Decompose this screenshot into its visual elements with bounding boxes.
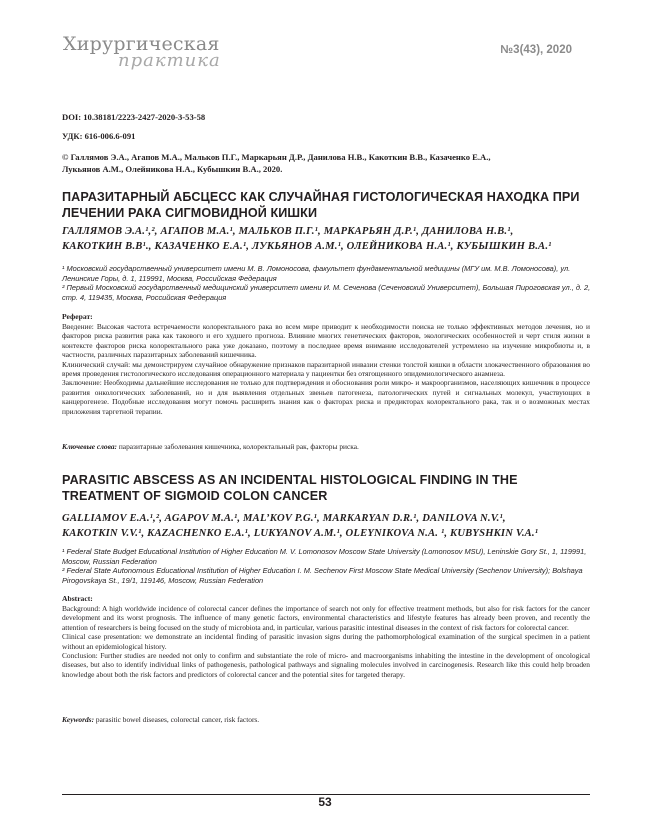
en-affiliation-1: ¹ Federal State Budget Educational Institution of Higher Education M. V. Lomonosov Moscow State University (Lomonosov MSU), Leninskie Gory St., 1, 119991, Moscow, Russian Federation: [62, 547, 587, 566]
ru-abstract-heading: Реферат:: [62, 312, 93, 321]
en-abstract: [62, 604, 590, 679]
en-authors: [62, 511, 592, 541]
doi[interactable]: DOI: 10.38181/2223-2427-2020-3-53-58: [62, 112, 206, 122]
copyright-line-1: © Галлямов Э.А., Агапов М.А., Мальков П.Г., Маркарьян Д.Р., Данилова Н.В., Какоткин В.В., Казаченко Е.А.,: [62, 152, 491, 162]
journal-logo-subtitle: практика: [118, 50, 221, 71]
page-number: 53: [318, 795, 332, 809]
en-affiliations: [62, 547, 592, 585]
ru-affiliation-1: ¹ Московский государственный университет имени М. В. Ломоносова, факультет фундаментальной медицины (МГУ им. М.В. Ломоносова), ул. Ленинские Горы, д. 1, 119991, Москва, Российская Федерация: [62, 264, 571, 283]
ru-abstract-conclusion: Заключение: Необходимы дальнейшие исследования не только для подтверждения и обоснования роли микро- и макроорганизмов, населяющих кишечник в процессе развития онкологических заболеваний, но и для выявления отдельных звеньев патогенеза, патологических путей и сигнальных молекул, участвующих в канцерогенезе. Подобные исследования могут помочь расширить знания как о факторах риска и предикторах колоректального рака, так и о возможных местах приложения таргетной терапии.: [62, 378, 590, 416]
en-abstract-background: Background: A high worldwide incidence of colorectal cancer defines the importance of search not only for effective treatment methods, but also for risk factors for the cancer development and its worst prognosis. The influence of many genetic factors, environmental characteristics and lifestyle features has already been proven, and recently the attention of researchers is being focused on the study of microbiota and, in particular, various parasitic intestinal diseases in the context of risk factors for colorectal cancer.: [62, 604, 590, 632]
en-keywords: [62, 715, 590, 724]
en-affiliation-2: ² Federal State Autonomous Educational Institution of Higher Education I. M. Sechenov First Moscow State Medical University (Sechenov University); Bolshaya Pirogovskaya St., 19/1, 119146, Moscow, Russian Federation: [62, 566, 583, 585]
copyright: [62, 151, 582, 175]
ru-affiliations: [62, 264, 592, 302]
ru-authors-line-2: КАКОТКИН В.В¹., КАЗАЧЕНКО Е.А.¹, ЛУКЬЯНОВ А.М.¹, ОЛЕЙНИКОВА Н.А.¹, КУБЫШКИН В.А.¹: [62, 241, 552, 252]
issue-number: №3(43), 2020: [500, 44, 572, 56]
copyright-line-2: Лукьянов А.М., Олейникова Н.А., Кубышкин В.А., 2020.: [62, 164, 283, 174]
en-authors-line-2: KAKOTKIN V.V.¹, KAZACHENKO E.A.¹, LUKYANOV A.M.¹, OLEYNIKOVA N.A. ¹, KUBYSHKIN V.A.¹: [62, 528, 539, 539]
ru-affiliation-2: ² Первый Московский государственный медицинский университет имени И. М. Сеченова (Сеченовский Университет), Большая Пироговская ул., д. 2, стр. 4, 119435, Москва, Российская Федерация: [62, 283, 591, 302]
en-title: PARASITIC ABSCESS AS AN INCIDENTAL HISTOLOGICAL FINDING IN THE TREATMENT OF SIGMOID COLON CANCER: [62, 473, 518, 503]
ru-abstract: [62, 322, 590, 416]
en-authors-line-1: GALLIAMOV E.A.¹,², AGAPOV M.A.¹, MAL’KOV P.G.¹, MARKARYAN D.R.¹, DANILOVA N.V.¹,: [62, 513, 506, 524]
ru-keywords-label: Ключевые слова:: [62, 442, 117, 451]
journal-logo-title: Хирургическая: [63, 33, 220, 55]
en-keywords-text: parasitic bowel diseases, colorectal cancer, risk factors.: [94, 715, 260, 724]
udk: УДК: 616-006.6-091: [62, 131, 136, 141]
ru-abstract-case: Клинический случай: мы демонстрируем случайное обнаружение признаков паразитарной инвазии стенки толстой кишки в области злокачественного образования во время проведения гистологического исследования операционного материала у пациентки без отягощенного эпидемиологического анамнеза.: [62, 359, 590, 379]
en-keywords-label: Keywords:: [62, 715, 95, 724]
ru-authors-line-1: ГАЛЛЯМОВ Э.А.¹,², АГАПОВ М.А.¹, МАЛЬКОВ П.Г.¹, МАРКАРЬЯН Д.Р.¹, ДАНИЛОВА Н.В.¹,: [62, 226, 514, 237]
ru-keywords: [62, 442, 590, 451]
ru-authors: [62, 224, 592, 254]
en-abstract-conclusion: Conclusion: Further studies are needed not only to confirm and substantiate the role of micro- and macroorganisms inhabiting the intestine in the development of oncological diseases, but also to identify individual links of pathogenesis, pathological pathways and signaling molecules involved in carcinogenesis. Research like this could help broaden knowledge about both the risk factors and predictors of colorectal cancer and the potential sites for targeted therapy.: [62, 651, 590, 679]
en-abstract-case: Clinical case presentation: we demonstrate an incidental finding of parasitic invasion signs during the pathomorphological examination of the surgical specimen in a patient without an epidemiological history.: [62, 632, 590, 651]
ru-abstract-intro: Введение: Высокая частота встречаемости колоректального рака во всем мире приводит к необходимости поиска не только эффективных методов лечения, но и факторов риска развития рака как такового и его худшего прогноза. Влияние многих генетических факторов, экологических особенностей и черт стиля жизни в контексте факторов риска колоректального рака уже доказано, поэтому в последнее время внимание исследователей устремлено на изучение микробиоты и, в частности, различных паразитарных заболеваний кишечника.: [62, 322, 590, 360]
ru-title: ПАРАЗИТАРНЫЙ АБСЦЕСС КАК СЛУЧАЙНАЯ ГИСТОЛОГИЧЕСКАЯ НАХОДКА ПРИ ЛЕЧЕНИИ РАКА СИГМОВИДНОЙ КИШКИ: [62, 190, 580, 220]
en-abstract-heading: Abstract:: [62, 594, 93, 603]
ru-keywords-text: паразитарные заболевания кишечника, колоректальный рак, факторы риска.: [117, 442, 359, 451]
